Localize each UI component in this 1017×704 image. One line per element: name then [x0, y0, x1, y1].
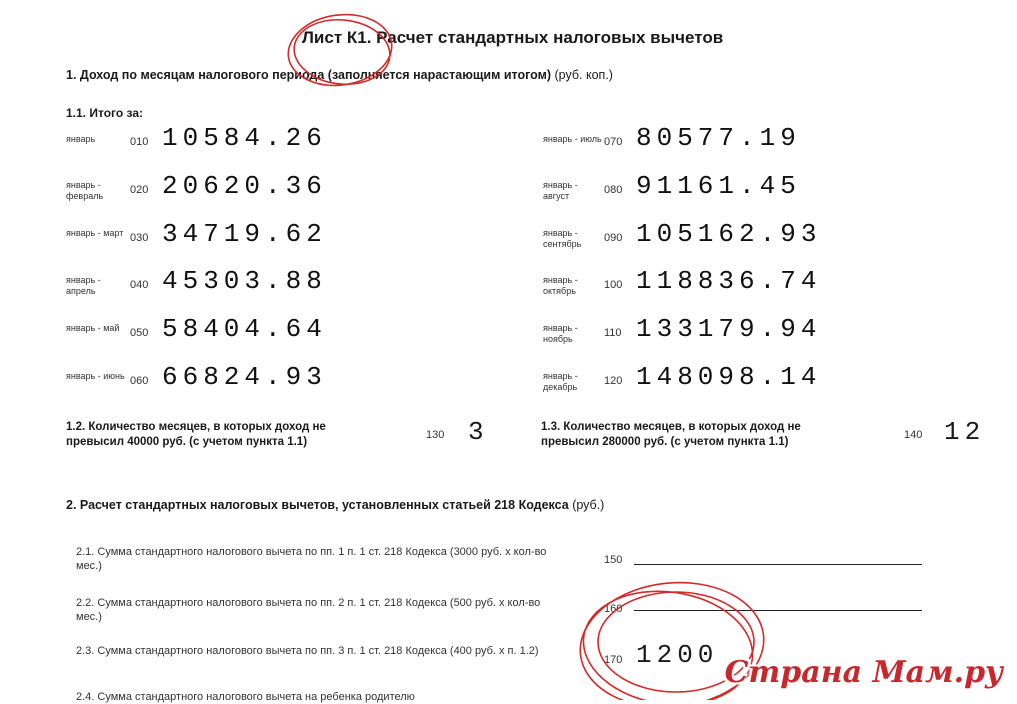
line-code: 090	[604, 232, 623, 244]
month-label: январь - декабрь	[543, 371, 578, 392]
income-value: 105162.93	[636, 219, 822, 249]
line-code: 100	[604, 279, 623, 291]
line-code: 030	[130, 232, 149, 244]
page-title: Лист К1. Расчет стандартных налоговых вычетов	[302, 28, 724, 47]
section-2-heading-note: (руб.)	[572, 498, 605, 512]
month-label: январь - апрель	[66, 275, 101, 296]
line-code: 120	[604, 375, 623, 387]
line-code: 020	[130, 184, 149, 196]
income-value: 118836.74	[636, 266, 822, 296]
month-label: январь - февраль	[66, 180, 104, 201]
line-code: 110	[604, 327, 622, 339]
subheading-1-1: 1.1. Итого за:	[66, 106, 144, 120]
income-value: 66824.93	[162, 362, 327, 392]
deduction-2-2-label: 2.2. Сумма стандартного налогового вычета по пп. 2 п. 1 ст. 218 Кодекса (500 руб. х кол-во мес.)	[76, 597, 541, 623]
deduction-2-1-label: 2.1. Сумма стандартного налогового вычета по пп. 1 п. 1 ст. 218 Кодекса (3000 руб. х кол-во мес.)	[76, 546, 547, 572]
months-under-40000-value: 3	[468, 417, 489, 447]
month-label: январь - март	[66, 228, 124, 238]
month-label: январь - июнь	[66, 371, 125, 381]
deduction-2-4-label: 2.4. Сумма стандартного налогового вычета на ребенка родителю	[76, 691, 415, 703]
income-value: 133179.94	[636, 314, 822, 344]
months-under-280000-value: 12	[944, 417, 986, 447]
line-code: 170	[604, 654, 623, 666]
month-label: январь - август	[543, 180, 578, 201]
income-value: 10584.26	[162, 123, 327, 153]
month-label: январь - ноябрь	[543, 323, 578, 344]
line-code: 010	[130, 136, 149, 148]
line-code: 160	[604, 603, 623, 615]
question-1-3-label: 1.3. Количество месяцев, в которых доход не превысил 280000 руб. (с учетом пункта 1.1)	[541, 421, 801, 448]
income-value: 45303.88	[162, 266, 327, 296]
income-value: 20620.36	[162, 171, 327, 201]
income-value: 148098.14	[636, 362, 822, 392]
line-code: 150	[604, 554, 623, 566]
income-value: 58404.64	[162, 314, 327, 344]
section-2-heading-text: 2. Расчет стандартных налоговых вычетов, установленных статьей 218 Кодекса	[66, 498, 569, 512]
line-code: 070	[604, 136, 623, 148]
section-1-heading-note: (руб. коп.)	[554, 68, 613, 82]
section-1-heading-text: 1. Доход по месяцам налогового периода (заполняется нарастающим итогом)	[66, 68, 552, 82]
line-code: 050	[130, 327, 149, 339]
deduction-2-3-label: 2.3. Сумма стандартного налогового вычета по пп. 3 п. 1 ст. 218 Кодекса (400 руб. х п. 1.2)	[76, 645, 539, 657]
month-label: январь - октябрь	[543, 275, 578, 296]
title-annotation-circle	[284, 8, 397, 92]
question-1-2-label: 1.2. Количество месяцев, в которых доход не превысил 40000 руб. (с учетом пункта 1.1)	[66, 421, 326, 448]
line-code: 130	[426, 429, 445, 441]
income-value: 91161.45	[636, 171, 801, 201]
line-code: 060	[130, 375, 149, 387]
deduction-2-3-value: 1200	[636, 640, 719, 670]
site-watermark: Страна Мам.ру	[724, 655, 1003, 690]
line-code: 140	[904, 429, 923, 441]
month-label: январь - май	[66, 323, 120, 333]
month-label: январь - июль	[543, 134, 602, 144]
line-code: 080	[604, 184, 623, 196]
line-code: 040	[130, 279, 149, 291]
income-value: 34719.62	[162, 219, 327, 249]
month-label: январь - сентябрь	[543, 228, 582, 249]
month-label: январь	[66, 134, 96, 144]
income-value: 80577.19	[636, 123, 801, 153]
